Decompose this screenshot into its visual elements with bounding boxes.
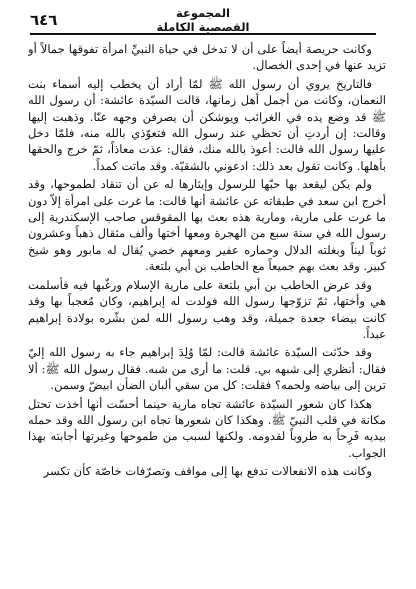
- paragraph: [28, 396, 386, 462]
- series-title: [30, 6, 376, 34]
- paragraph-text: هكذا كان شعور السيّدة عائشة تجاه مارية حينما أحسّت أنها أخذت تحتل مكانة في قلب النبيّ ﷺ. وهكذا كان شعورها تجاه ابن رسول الله وقد حمله بيديه فَرِحاً به طروباً لقدومه. ولكنها لسبب من طموحها وغيرتها أجابته بهذا الجواب.: [28, 396, 386, 460]
- paragraph: [28, 41, 386, 74]
- paragraph-text: وقد عرض الحاطب بن أبي بلتعة على مارية الإسلام ورغّبها فيه فأسلمت هي وأختها، ثمّ تزوّجها رسول الله فولدت له إبراهيم، وكان مُعجباً بها وقد كانت بيضاء جعدة جميلة، وقد وهب رسول الله لمن بشّره بولادة إبراهيم عبداً.: [28, 277, 386, 341]
- paragraph-text: وقد حدّثت السيّدة عائشة قالت: لمّا وُلِدَ إبراهيم جاء به رسول الله إليّ فقال: أنظري إلى شبهه بي. قلت: ما أرى من شبه. فقال رسول الله ﷺ: ألا ترين إلى بياضه ولحمه؟ فقلت: كل من سقي ألبان الضأن ابيضّ وسمن.: [28, 345, 386, 393]
- paragraph: [28, 277, 386, 343]
- paragraph: [28, 76, 386, 174]
- page-number: ٦٤٦: [30, 11, 58, 29]
- page-body: [28, 41, 386, 585]
- paragraph: [28, 463, 386, 479]
- paragraph: [28, 344, 386, 393]
- paragraph-text: ولم يكن ليقعد بها حبّها للرسول وإيثارها له عن أن تنقاد لطموحها، وقد أخرج ابن سعد في طبقاته عن عائشة أنها قالت: ما غرت على امرأة إلاّ دون ما غرت على مارية، ومارية هذه بعث بها المقوقس صاحب الإسكندرية إلى رسول الله في سنة سبع من الهجرة ومعها أختها وألف مثقال ذهباً وعشرون ثوباً ليناً وبغلته الدلال وحماره عفير ومعهم خصي يُقال له مابور وهو شيخ كبير. وقد بعث بهم جميعاً مع الحاطب بن أبي بلتعة.: [28, 177, 386, 274]
- series-title-line2: القصصية الكاملة: [156, 20, 250, 34]
- paragraph: [28, 176, 386, 274]
- series-title-line1: المجموعة: [175, 6, 230, 20]
- paragraph-text: وكانت هذه الانفعالات تدفع بها إلى مواقف وتصرّفات خاصّة كأن تكسر: [43, 464, 372, 479]
- header-divider: [30, 33, 376, 35]
- paragraph-text: وكانت حريصة أيضاً على أن لا تدخل في حياة النبيِّ امرأة تفوقها جمالاً أو تزيد عنها في إحدى الخصال.: [28, 42, 386, 73]
- paragraph-text: فالتاريخ يروي أن رسول الله ﷺ لمّا أراد أن يخطب إليه أسماء بنت النعمان، وكانت من أجمل أهل زمانها، قالت السيّدة عائشة: أن رسول الله ﷺ قد وضع يده في الغرائب ويوشكن أن يصرفن وجهه عنّا. وذهبت إليها وقالت: إن أردتِ أن تحظي عند رسول الله فتعوّذي بالله منه، فلمّا دخل عليها رسول الله قالت: أعوذ بالله منك، فقال: عذت معاذاً، ثمّ خرج والحقها بأهلها. وكانت تقول بعد ذلك: ادعوني بالشقيّة. وقد ماتت كمداً.: [28, 76, 386, 173]
